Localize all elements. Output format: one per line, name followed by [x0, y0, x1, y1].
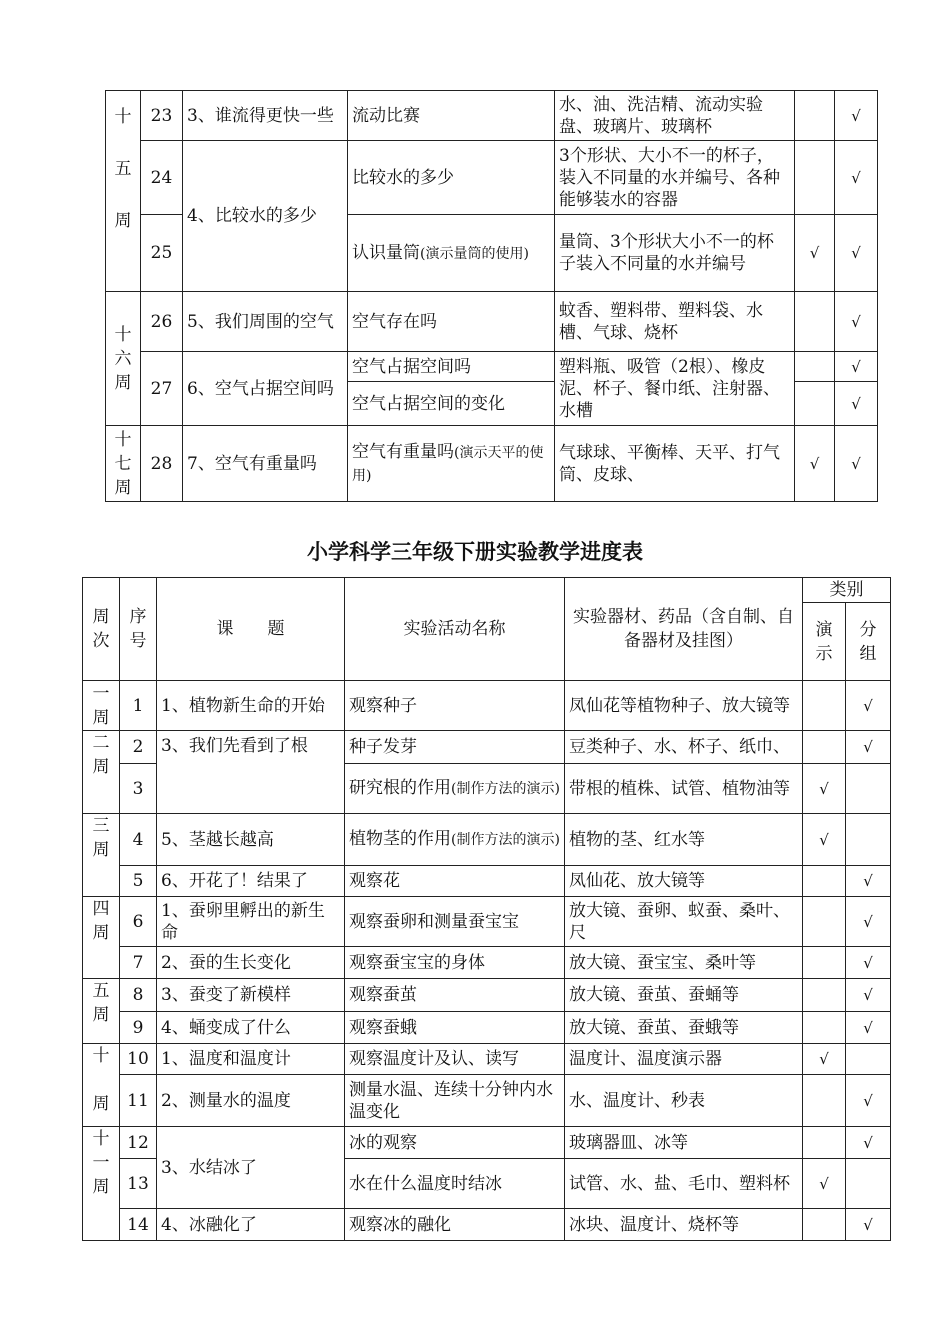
activity-cell: [348, 426, 555, 502]
group-cell: √: [835, 91, 878, 141]
activity-name: 观察冰的融化: [349, 1214, 451, 1235]
demo-cell: √: [795, 426, 835, 502]
header-week: 周 次: [83, 578, 120, 681]
schedule-table: [82, 577, 891, 1241]
table-row: [83, 814, 891, 866]
activity-name: 空气有重量吗: [352, 441, 454, 462]
week-cell: 三 周: [83, 814, 120, 897]
group-cell: [846, 1159, 891, 1209]
week-cell: 四 周: [83, 897, 120, 979]
materials-cell: 凤仙花、放大镜等: [565, 866, 803, 897]
week-cell: 十 周: [83, 1044, 120, 1127]
topic-cell: 3、水结冰了: [157, 1127, 345, 1209]
table-row: [83, 1127, 891, 1159]
demo-cell: [795, 141, 835, 215]
demo-cell: √: [795, 215, 835, 292]
materials-cell: 蚊香、塑料带、塑料袋、水槽、气球、烧杯: [555, 292, 795, 352]
num-cell: 2: [120, 731, 157, 764]
group-cell: √: [846, 897, 891, 947]
num-cell: 28: [141, 426, 183, 502]
demo-cell: √: [803, 814, 846, 866]
group-cell: [846, 764, 891, 814]
materials-cell: 带根的植株、试管、植物油等: [565, 764, 803, 814]
activity-name: 水在什么温度时结冰: [349, 1173, 502, 1194]
num-cell: 3: [120, 764, 157, 814]
activity-note: (制作方法的演示): [451, 832, 560, 848]
activity-name: 种子发芽: [349, 737, 417, 757]
topic-cell: 2、蚕的生长变化: [157, 947, 345, 979]
week-cell: 十 一 周: [83, 1127, 120, 1241]
materials-cell: 水、温度计、秒表: [565, 1075, 803, 1127]
group-cell: √: [835, 215, 878, 292]
table-row: [106, 292, 878, 352]
week-cell: 二 周: [83, 731, 120, 814]
demo-cell: [803, 1012, 846, 1044]
num-cell: 8: [120, 979, 157, 1012]
activity-cell: [348, 215, 555, 292]
demo-cell: [803, 1209, 846, 1241]
week-cell: 一 周: [83, 681, 120, 731]
demo-cell: [795, 382, 835, 426]
demo-cell: [795, 352, 835, 382]
num-cell: 11: [120, 1075, 157, 1127]
num-cell: 25: [141, 215, 183, 292]
activity-name: 植物茎的作用: [349, 829, 451, 849]
group-cell: √: [846, 731, 891, 764]
group-cell: √: [835, 426, 878, 502]
table-row: [83, 1044, 891, 1075]
week-cell: 五 周: [83, 979, 120, 1044]
activity-cell: [345, 1012, 565, 1044]
topic-cell: 4、蛹变成了什么: [157, 1012, 345, 1044]
num-cell: 6: [120, 897, 157, 947]
header-num: 序 号: [120, 578, 157, 681]
topic-cell: 4、冰融化了: [157, 1209, 345, 1241]
activity-cell: [345, 1075, 565, 1127]
header-activity: 实验活动名称: [345, 578, 565, 681]
activity-name: 流动比赛: [352, 105, 420, 126]
materials-cell: 豆类种子、水、杯子、纸巾、: [565, 731, 803, 764]
materials-cell: 放大镜、蚕卵、蚁蚕、桑叶、尺: [565, 897, 803, 947]
table-row: [106, 141, 878, 215]
topic-cell: 5、茎越长越高: [157, 814, 345, 866]
group-cell: [846, 814, 891, 866]
activity-name: 比较水的多少: [352, 167, 454, 188]
topic-cell: 4、比较水的多少: [183, 141, 348, 292]
demo-cell: √: [803, 1044, 846, 1075]
activity-cell: [348, 382, 555, 426]
activity-cell: [345, 764, 565, 814]
activity-name: 认识量筒: [352, 242, 420, 263]
activity-note: (制作方法的演示): [451, 781, 560, 797]
table-row: [83, 681, 891, 731]
num-cell: 1: [120, 681, 157, 731]
activity-cell: [345, 814, 565, 866]
header-row: [83, 578, 891, 603]
num-cell: 12: [120, 1127, 157, 1159]
num-cell: 26: [141, 292, 183, 352]
table-row: [106, 426, 878, 502]
demo-cell: [803, 681, 846, 731]
activity-name: 测量水温、连续十分钟内水温变化: [349, 1079, 553, 1122]
num-cell: 9: [120, 1012, 157, 1044]
group-cell: √: [835, 352, 878, 382]
table-row: [83, 947, 891, 979]
week-cell: 十 六 周: [106, 292, 141, 426]
materials-cell: 水、油、洗洁精、流动实验盘、玻璃片、玻璃杯: [555, 91, 795, 141]
activity-cell: [345, 1127, 565, 1159]
activity-name: 研究根的作用: [349, 778, 451, 798]
activity-cell: [345, 731, 565, 764]
table-row: [83, 1012, 891, 1044]
num-cell: 5: [120, 866, 157, 897]
demo-cell: [803, 866, 846, 897]
demo-cell: √: [803, 1159, 846, 1209]
group-cell: √: [835, 141, 878, 215]
activity-name: 空气存在吗: [352, 311, 437, 332]
group-cell: √: [846, 866, 891, 897]
table-row: [83, 1209, 891, 1241]
activity-name: 观察蚕卵和测量蚕宝宝: [349, 911, 519, 932]
activity-cell: [348, 292, 555, 352]
num-cell: 10: [120, 1044, 157, 1075]
materials-cell: 气球球、平衡棒、天平、打气筒、皮球、: [555, 426, 795, 502]
topic-cell: 3、谁流得更快一些: [183, 91, 348, 141]
demo-cell: [803, 947, 846, 979]
materials-cell: 3个形状、大小不一的杯子，装入不同量的水并编号、各种能够装水的容器: [555, 141, 795, 215]
materials-cell: 放大镜、蚕茧、蚕蛾等: [565, 1012, 803, 1044]
week-cell: 十 五 周: [106, 91, 141, 292]
activity-name: 观察蚕茧: [349, 985, 417, 1005]
demo-cell: [803, 731, 846, 764]
demo-cell: [803, 1075, 846, 1127]
materials-cell: 放大镜、蚕宝宝、桑叶等: [565, 947, 803, 979]
topic-cell: 6、开花了！结果了: [157, 866, 345, 897]
demo-cell: [795, 292, 835, 352]
group-cell: √: [846, 947, 891, 979]
activity-name: 观察蚕蛾: [349, 1017, 417, 1038]
header-demo: 演 示: [803, 603, 846, 681]
topic-cell: 6、空气占据空间吗: [183, 352, 348, 426]
num-cell: 24: [141, 141, 183, 215]
activity-cell: [348, 141, 555, 215]
activity-cell: [345, 1159, 565, 1209]
activity-cell: [345, 897, 565, 947]
num-cell: 27: [141, 352, 183, 426]
activity-cell: [345, 1044, 565, 1075]
topic-cell: 1、蚕卵里孵出的新生命: [157, 897, 345, 947]
materials-cell: 温度计、温度演示器: [565, 1044, 803, 1075]
activity-note: (演示量筒的使用): [420, 245, 529, 262]
activity-cell: [348, 352, 555, 382]
table-row: [83, 979, 891, 1012]
week-cell: 十 七 周: [106, 426, 141, 502]
num-cell: 13: [120, 1159, 157, 1209]
activity-cell: [345, 1209, 565, 1241]
activity-name: 冰的观察: [349, 1132, 417, 1153]
num-cell: 23: [141, 91, 183, 141]
materials-cell: 玻璃器皿、冰等: [565, 1127, 803, 1159]
table-row: [83, 731, 891, 764]
header-topic: 课 题: [157, 578, 345, 681]
activity-cell: [345, 979, 565, 1012]
activity-name: 观察花: [349, 871, 400, 891]
num-cell: 4: [120, 814, 157, 866]
topic-cell: 2、测量水的温度: [157, 1075, 345, 1127]
topic-cell: 1、温度和温度计: [157, 1044, 345, 1075]
materials-cell: 量筒、3个形状大小不一的杯子装入不同量的水并编号: [555, 215, 795, 292]
materials-cell: 试管、水、盐、毛巾、塑料杯: [565, 1159, 803, 1209]
table-row: [83, 897, 891, 947]
group-cell: √: [835, 292, 878, 352]
group-cell: √: [846, 1209, 891, 1241]
materials-cell: 塑料瓶、吸管（2根）、橡皮泥、杯子、餐巾纸、注射器、水槽: [555, 352, 795, 426]
demo-cell: [803, 1127, 846, 1159]
demo-cell: √: [803, 764, 846, 814]
header-group: 分 组: [846, 603, 891, 681]
group-cell: √: [846, 1012, 891, 1044]
topic-cell: 3、我们先看到了根: [157, 731, 345, 814]
header-materials: 实验器材、药品（含自制、自备器材及挂图）: [565, 578, 803, 681]
activity-name: 观察种子: [349, 695, 417, 716]
activity-name: 观察蚕宝宝的身体: [349, 952, 485, 973]
demo-cell: [795, 91, 835, 141]
schedule-table-continued: [105, 90, 878, 502]
topic-cell: 3、蚕变了新模样: [157, 979, 345, 1012]
topic-cell: 1、植物新生命的开始: [157, 681, 345, 731]
table-row: [83, 866, 891, 897]
materials-cell: 植物的茎、红水等: [565, 814, 803, 866]
num-cell: 7: [120, 947, 157, 979]
demo-cell: [803, 897, 846, 947]
table-row: [106, 91, 878, 141]
group-cell: [846, 1044, 891, 1075]
activity-name: 空气占据空间吗: [352, 356, 471, 377]
num-cell: 14: [120, 1209, 157, 1241]
group-cell: √: [846, 979, 891, 1012]
activity-cell: [345, 866, 565, 897]
group-cell: √: [846, 681, 891, 731]
activity-note: (演示天平的使用): [352, 444, 544, 484]
activity-cell: [348, 91, 555, 141]
topic-cell: 7、空气有重量吗: [183, 426, 348, 502]
activity-name: 空气占据空间的变化: [352, 393, 505, 414]
group-cell: √: [846, 1127, 891, 1159]
activity-cell: [345, 681, 565, 731]
header-category: 类别: [803, 578, 891, 603]
page-title: 小学科学三年级下册实验教学进度表: [307, 540, 643, 564]
group-cell: √: [835, 382, 878, 426]
activity-name: 观察温度计及认、读写: [349, 1049, 519, 1069]
materials-cell: 凤仙花等植物种子、放大镜等: [565, 681, 803, 731]
demo-cell: [803, 979, 846, 1012]
table-row: [83, 1075, 891, 1127]
group-cell: √: [846, 1075, 891, 1127]
materials-cell: 放大镜、蚕茧、蚕蛹等: [565, 979, 803, 1012]
materials-cell: 冰块、温度计、烧杯等: [565, 1209, 803, 1241]
topic-cell: 5、我们周围的空气: [183, 292, 348, 352]
table-row: [106, 352, 878, 382]
activity-cell: [345, 947, 565, 979]
